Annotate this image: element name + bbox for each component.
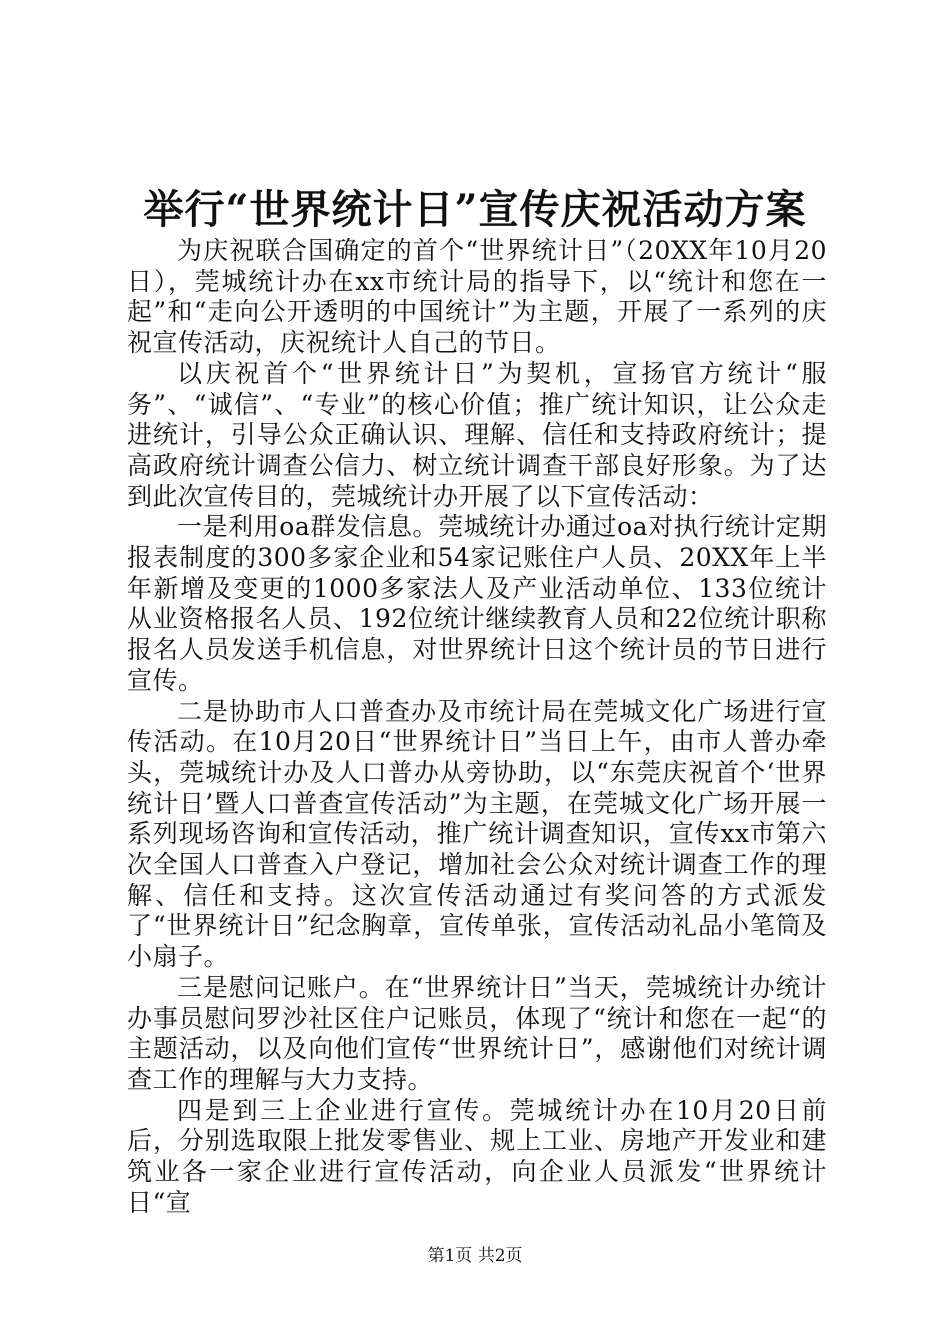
paragraph-6: 四是到三上企业进行宣传。莞城统计办在10月20日前后，分别选取限上批发零售业、规上工业、房地产开发业和建筑业各一家企业进行宣传活动，向企业人员派发“世界统计日“宣 bbox=[127, 1095, 827, 1217]
document-body bbox=[127, 236, 827, 1219]
paragraph-5: 三是慰问记账户。在“世界统计日”当天，莞城统计办统计办事员慰问罗沙社区住户记账员，体现了“统计和您在一起“的主题活动，以及向他们宣传“世界统计日”，感谢他们对统计调查工作的理解与大力支持。 bbox=[127, 972, 827, 1094]
paragraph-2: 以庆祝首个“世界统计日”为契机，宣扬官方统计“服务”、“诚信”、“专业”的核心价值；推广统计知识，让公众走进统计，引导公众正确认识、理解、信任和支持政府统计；提高政府统计调查公信力、树立统计调查干部良好形象。为了达到此次宣传目的，莞城统计办开展了以下宣传活动： bbox=[127, 358, 827, 511]
paragraph-4: 二是协助市人口普查办及市统计局在莞城文化广场进行宣传活动。在10月20日“世界统计日”当日上午，由市人普办牵头，莞城统计办及人口普办从旁协助，以“东莞庆祝首个‘世界统计日’暨人口普查宣传活动”为主题，在莞城文化广场开展一系列现场咨询和宣传活动，推广统计调查知识，宣传xx市第六次全国人口普查入户登记，增加社会公众对统计调查工作的理解、信任和支持。这次宣传活动通过有奖问答的方式派发了“世界统计日”纪念胸章，宣传单张，宣传活动礼品小笔筒及小扇子。 bbox=[127, 696, 827, 972]
document-title: 举行“世界统计日”宣传庆祝活动方案 bbox=[143, 186, 807, 233]
page-footer: 第1页 共2页 bbox=[427, 1246, 523, 1266]
paragraph-1: 为庆祝联合国确定的首个“世界统计日”（20XX年10月20日），莞城统计办在xx市统计局的指导下，以“统计和您在一起”和“走向公开透明的中国统计”为主题，开展了一系列的庆祝宣传活动，庆祝统计人自己的节日。 bbox=[127, 236, 827, 358]
paragraph-3: 一是利用oa群发信息。莞城统计办通过oa对执行统计定期报表制度的300多家企业和54家记账住户人员、20XX年上半年新增及变更的1000多家法人及产业活动单位、133位统计从业资格报名人员、192位统计继续教育人员和22位统计职称报名人员发送手机信息，对世界统计日这个统计员的节日进行宣传。 bbox=[127, 512, 827, 695]
